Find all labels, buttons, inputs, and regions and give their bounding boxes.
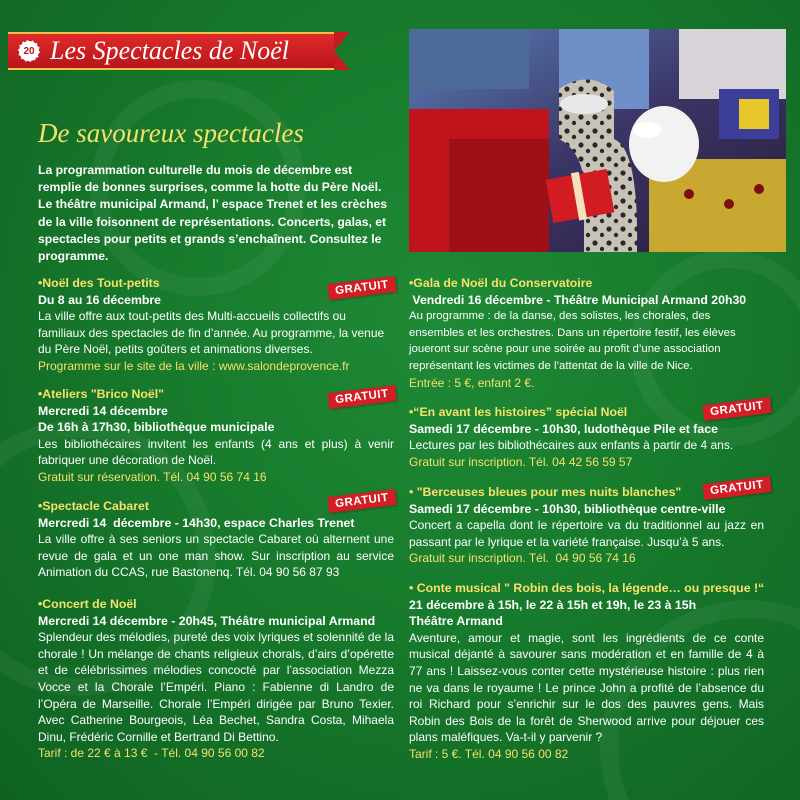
gratuit-badge: GRATUIT [702,397,771,421]
event-info: Tarif : de 22 € à 13 € - Tél. 04 90 56 00 82 [38,746,265,761]
gratuit-badge: GRATUIT [327,276,396,300]
event-title: •“En avant les histoires” spécial Noël [409,405,628,419]
event-info: Gratuit sur inscription. Tél. 04 90 56 74 16 [409,551,636,566]
gratuit-badge: GRATUIT [327,385,396,409]
event-date: Vendredi 16 décembre - Théâtre Municipal Armand 20h30 [409,292,747,307]
event-info: Tarif : 5 €. Tél. 04 90 56 00 82 [409,746,569,761]
event-date: Du 8 au 16 décembre [38,292,162,307]
event-date: 21 décembre à 15h, le 22 à 15h et 19h, le 23 à 15h Théâtre Armand [409,597,697,629]
header-ribbon [8,32,334,70]
event-title: •Gala de Noël du Conservatoire [409,276,593,290]
event-title: • Conte musical " Robin des bois, la légende… ou presque !“ [409,581,765,595]
spectacle-photo [409,29,786,252]
intro-text: La programmation culturelle du mois de décembre est remplie de bonnes surprises, comme la hotte du Père Noël. Le théâtre municipal Armand, l’ espace Trenet et les crèches de la ville foisonnent de représentations. Concerts, galas, et spectacles pour petits et grands s’enchaînent. Consultez le programme. [38,163,388,264]
gratuit-badge: GRATUIT [702,476,771,500]
event-info: Entrée : 5 €, enfant 2 €. [409,375,535,390]
event-description: Concert a capella dont le répertoire va du traditionnel au jazz en passant par le lyrique et la variété française. Jusqu’à 5 ans. [409,518,764,549]
event-info: Gratuit sur inscription. Tél. 04 42 56 59 57 [409,454,633,469]
section-title: Les Spectacles de Noël [50,36,289,65]
event-title: •Concert de Noël [38,597,137,611]
event-title: • "Berceuses bleues pour mes nuits blanches" [409,485,682,499]
event-date: Samedi 17 décembre - 10h30, bibliothèque centre-ville [409,501,726,516]
event-description: Splendeur des mélodies, pureté des voix lyriques et solennité de la chorale ! Un mélange de chants religieux chorals, d’airs d’opérette et de célébrissimes mélodies concocté par l’association Mezza Vocce et la Chorale l’Empéri. Piano : Fabienne di Landro de l’Opéra de Marseille. Chorale l’Empéri dirigée par Bruno Texier. Avec Catherine Bourgeois, Léa Bechet, Sandra Costa, Mihaela Dinu, Frédéric Cornille et Bertrand Di Bettino. [38,630,394,744]
event-gala-conservatoire [409,275,764,391]
event-description: Au programme : de la danse, des solistes, les chorales, des ensembles et les orchestres. Dans un répertoire festif, les élèves joueront sur scène pour une soirée au profit d’une association représentant les victimes de l’attentat de la ville de Nice. [409,310,736,372]
event-title: •Noël des Tout-petits [38,276,160,290]
page-number: 20 [18,40,40,62]
photo-illustration [409,29,786,252]
event-info: Programme sur le site de la ville : www.salondeprovence.fr [38,358,350,373]
event-date: Mercredi 14 décembre De 16h à 17h30, bibliothèque municipale [38,403,275,435]
event-date: Samedi 17 décembre - 10h30, ludothèque Pile et face [409,421,718,436]
event-date: Mercredi 14 décembre - 14h30, espace Charles Trenet [38,515,355,530]
ribbon-tail [334,32,350,70]
event-description: La ville offre aux tout-petits des Multi-accueils collectifs ou familiaux des spectacles de fin d’année. Au programme, la venue du Père Noël, petits goûters et animations diverses. [38,309,385,357]
intro-heading: De savoureux spectacles [38,118,304,148]
event-title: •Ateliers "Brico Noël" [38,387,164,401]
gratuit-badge: GRATUIT [327,489,396,513]
event-info: Gratuit sur réservation. Tél. 04 90 56 74 16 [38,469,267,484]
event-title: •Spectacle Cabaret [38,499,149,513]
event-concert-de-noel [38,596,394,762]
event-description: Les bibliothécaires invitent les enfants (4 ans et plus) à venir fabriquer une décoration de Noël. [38,436,394,468]
event-description: Lectures par les bibliothécaires aux enfants à partir de 4 ans. [409,438,734,453]
event-date: Mercredi 14 décembre - 20h45, Théâtre municipal Armand [38,613,376,628]
event-description: Aventure, amour et magie, sont les ingrédients de ce conte musical déjanté à savourer sans modération et en famille de 4 à 77 ans ! Laissez-vous conter cette mystérieuse histoire : plus rien ne va dans le royaume ! Le prince John a profité de l’absence du roi Richard pour s’enrichir sur le dos des pauvres gens. Mais Robin des Bois de la forêt de Sherwood arrive pour déjouer ces plans maléfiques. Va-t-il y parvenir ? [409,630,764,745]
event-description: La ville offre à ses seniors un spectacle Cabaret où alternent une revue de gala et un one man show. Sur inscription au service Animation du CCAS, rue Bastonenq. Tél. 04 90 56 87 93 [38,532,394,580]
event-conte-musical-robin [409,580,764,763]
